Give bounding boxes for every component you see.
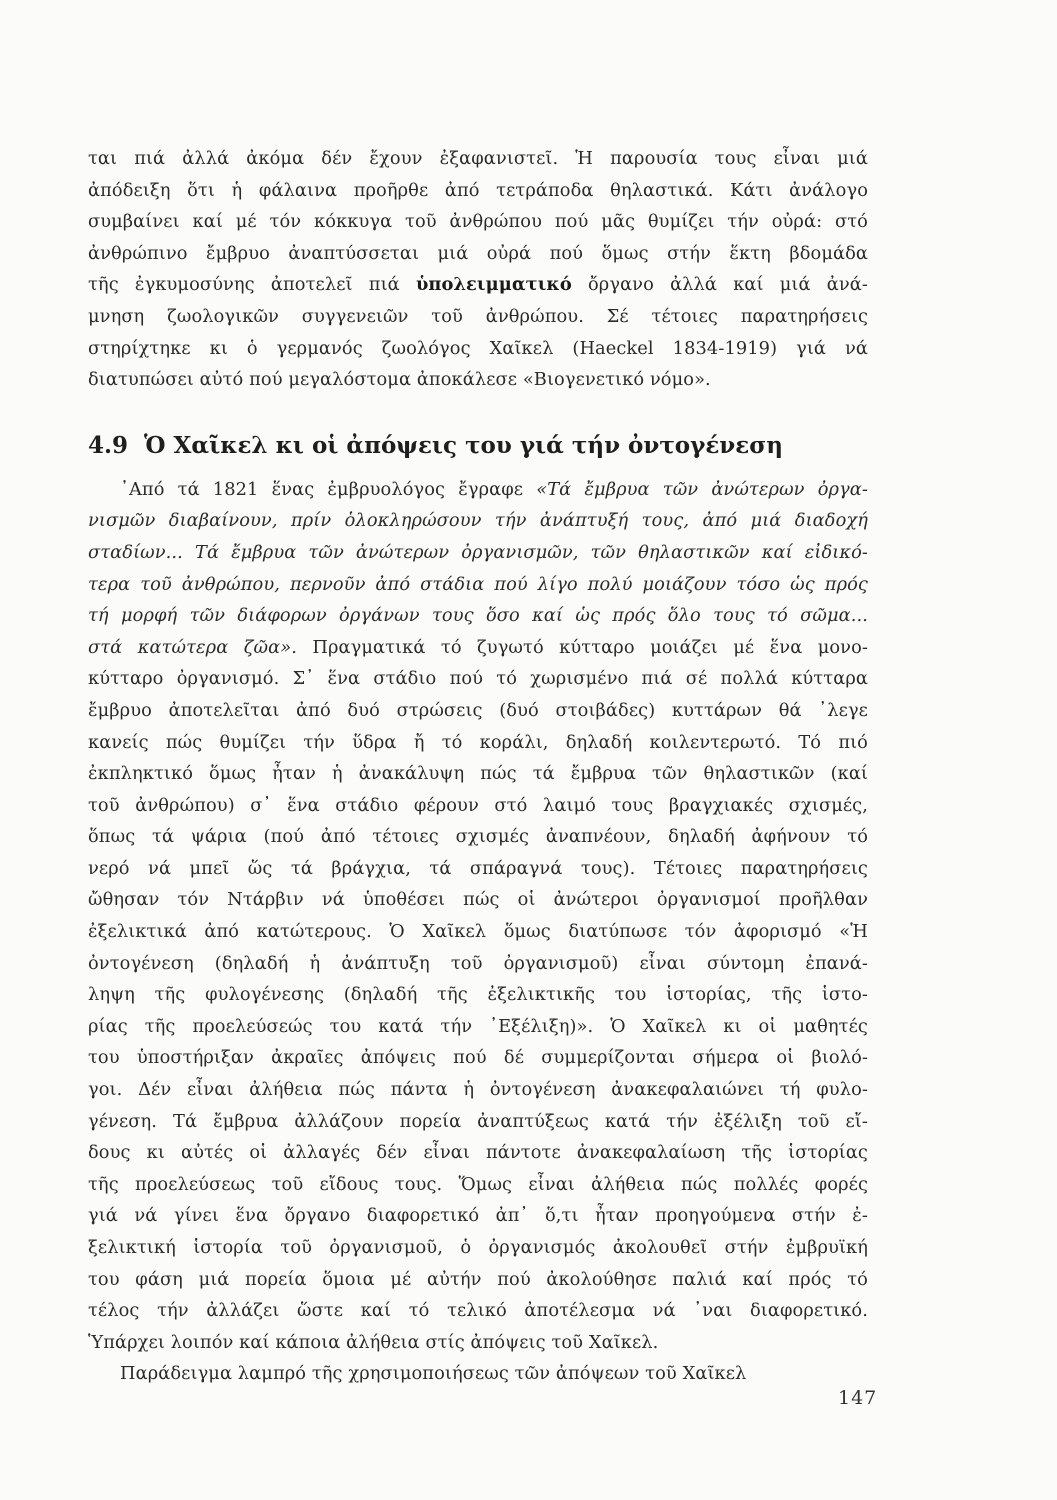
page-number: 147: [838, 1387, 878, 1409]
text-line: στηρίχτηκε κι ὁ γερμανός ζωολόγος Χαῖκελ (Haeckel 1834-1919) γιά νά: [88, 337, 868, 359]
text-line: [88, 600, 868, 632]
text-line: [88, 505, 868, 537]
section-number: 4.9: [88, 431, 129, 459]
text-line: ξελικτική ἱστορία τοῦ ὀργανισμοῦ, ὁ ὀργανισμός ἀκολουθεῖ στήν ἐμβρυϊκή: [88, 1237, 868, 1258]
text-line: ται πιά ἀλλά ἀκόμα δέν ἔχουν ἐξαφανιστεῖ. Ἡ παρουσία τους εἶναι μιά: [88, 148, 868, 169]
quoted-italic: τερα τοῦ ἀνθρώπου, περνοῦν ἀπό στάδια πού λίγο πολύ μοιάζουν τόσο ὡς πρός: [88, 573, 868, 595]
text-line: του ὑποστήριξαν ἀκραῖες ἀπόψεις πού δέ συμμερίζονται σήμερα οἱ βιολό-: [88, 1047, 868, 1069]
text-line: Ὑπάρχει λοιπόν καί κάποια ἀλήθεια στίς ἀπόψεις τοῦ Χαῖκελ.: [88, 1331, 659, 1353]
text-line: δους κι αὐτές οἱ ἀλλαγές δέν εἶναι πάντοτε ἀνακεφαλαίωση τῆς ἱστορίας: [88, 1142, 868, 1164]
text-column: [88, 143, 868, 1390]
text-line: [88, 632, 868, 664]
quoted-italic: νισμῶν διαβαίνουν, πρίν ὁλοκληρώσουν τήν ἀνάπτυξή τους, ἀπό μιά διαδοχή: [88, 510, 868, 532]
quoted-italic: «Τά ἔμβρυα τῶν ἀνώτερων ὀργα-: [536, 478, 868, 500]
text-line: ἐκπληκτικό ὅμως ἦταν ἡ ἀνακάλυψη πώς τά ἔμβρυα τῶν θηλαστικῶν (καί: [88, 763, 868, 785]
text-line: ὀντογένεση (δηλαδή ἡ ἀνάπτυξη τοῦ ὀργανισμοῦ) εἶναι σύντομη ἐπανά-: [88, 952, 868, 974]
text-run: ᾿Από τά 1821 ἕνας ἐμβρυολόγος ἔγραφε: [120, 478, 537, 500]
text-line: ἀπόδειξη ὅτι ἡ φάλαινα προῆρθε ἀπό τετράποδα θηλαστικά. Κάτι ἀνάλογο: [88, 179, 868, 201]
text-line: τῆς προελεύσεως τοῦ εἴδους τους. Ὅμως εἶναι ἀλήθεια πώς πολλές φορές: [88, 1173, 868, 1195]
text-run: ὄργανο ἀλλά καί μιά ἀνά-: [571, 274, 868, 296]
text-line: μνηση ζωολογικῶν συγγενειῶν τοῦ ἀνθρώπου. Σέ τέτοιες παρατηρήσεις: [88, 305, 868, 327]
text-line: [88, 569, 868, 601]
text-line: γοι. Δέν εἶναι ἀλήθεια πώς πάντα ἡ ὀντογένεση ἀνακεφαλαιώνει τή φυλο-: [88, 1079, 868, 1101]
text-line: [88, 474, 868, 506]
text-line: διατυπώσει αὐτό πού μεγαλόστομα ἀποκάλεσε «Βιογενετικό νόμο».: [88, 369, 711, 391]
bold-term: ὑπολειμματικό: [415, 274, 572, 296]
text-line: ὤθησαν τόν Ντάρβιν νά ὑποθέσει πώς οἱ ἀνώτεροι ὀργανισμοί προῆλθαν: [88, 889, 868, 911]
text-line: τοῦ ἀνθρώπου) σ᾿ ἕνα στάδιο φέρουν στό λαιμό τους βραγχιακές σχισμές,: [88, 794, 868, 816]
text-run: τῆς ἐγκυμοσύνης ἀποτελεῖ πιά: [88, 274, 416, 296]
text-line: ληψη τῆς φυλογένεσης (δηλαδή τῆς ἐξελικτικῆς του ἱστορίας, τῆς ἱστο-: [88, 984, 868, 1006]
text-line: ἀνθρώπινο ἔμβρυο ἀναπτύσσεται μιά οὐρά πού ὅμως στήν ἕκτη βδομάδα: [88, 242, 868, 264]
text-line: ρίας τῆς προελεύσεώς του κατά τήν ᾿Εξέλιξη)». Ὁ Χαῖκελ κι οἱ μαθητές: [88, 1015, 868, 1037]
text-line: Παράδειγμα λαμπρό τῆς χρησιμοποιήσεως τῶν ἀπόψεων τοῦ Χαῖκελ: [120, 1363, 747, 1385]
text-line: κύτταρο ὀργανισμό. Σ᾿ ἕνα στάδιο πού τό χωρισμένο πιά σέ πολλά κύτταρα: [88, 668, 868, 690]
text-line: κανείς πώς θυμίζει τήν ὕδρα ἤ τό κοράλι, δηλαδή κοιλεντερωτό. Τό πιό: [88, 731, 868, 753]
text-line: τέλος τήν ἀλλάζει ὥστε καί τό τελικό ἀποτέλεσμα νά ᾿ναι διαφορετικό.: [88, 1300, 868, 1322]
text-line: του φάση μιά πορεία ὅμοια μέ αὐτήν πού ἀκολούθησε παλιά καί πρός τό: [88, 1268, 868, 1290]
section-title: Ὁ Χαῖκελ κι οἱ ἀπόψεις του γιά τήν ὀντογένεση: [144, 431, 783, 459]
text-line: ἐξελικτικά ἀπό κατώτερους. Ὁ Χαῖκελ ὅμως διατύπωσε τόν ἀφορισμό «Ἡ: [88, 921, 868, 943]
quoted-italic: τή μορφή τῶν διάφορων ὀργάνων τους ὅσο καί ὡς πρός ὅλο τους τό σῶμα...: [88, 605, 868, 627]
text-line: γένεση. Τά ἔμβρυα ἀλλάζουν πορεία ἀναπτύξεως κατά τήν ἐξέλιξη τοῦ εἴ-: [88, 1110, 868, 1132]
text-line: [88, 269, 868, 301]
paragraph-haeckel-views: [88, 474, 868, 1359]
text-line: [88, 537, 868, 569]
text-run: Πραγματικά τό ζυγωτό κύτταρο μοιάζει μέ ἕνα μονο-: [296, 636, 869, 658]
paragraph-biogenetic-intro: [88, 143, 868, 396]
paragraph-example: [88, 1358, 868, 1390]
quoted-italic: σταδίων... Τά ἔμβρυα τῶν ἀνώτερων ὀργανισμῶν, τῶν θηλαστικῶν καί εἰδικό-: [88, 541, 868, 563]
section-heading: [88, 426, 868, 466]
text-line: ὅπως τά ψάρια (πού ἀπό τέτοιες σχισμές ἀναπνέουν, δηλαδή ἀφήνουν τό: [88, 826, 868, 848]
text-line: ἔμβρυο ἀποτελεῖται ἀπό δυό στρώσεις (δυό στοιβάδες) κυττάρων θά ᾿λεγε: [88, 699, 868, 721]
text-line: γιά νά γίνει ἕνα ὄργανο διαφορετικό ἀπ᾿ ὅ,τι ἦταν προηγούμενα στήν ἐ-: [88, 1205, 868, 1227]
text-line: συμβαίνει καί μέ τόν κόκκυγα τοῦ ἀνθρώπου πού μᾶς θυμίζει τήν οὐρά: στό: [88, 211, 868, 233]
text-line: νερό νά μπεῖ ὥς τά βράγχια, τά σπάραγνά τους). Τέτοιες παρατηρήσεις: [88, 857, 868, 879]
quoted-italic: στά κατώτερα ζῶα».: [88, 636, 297, 658]
